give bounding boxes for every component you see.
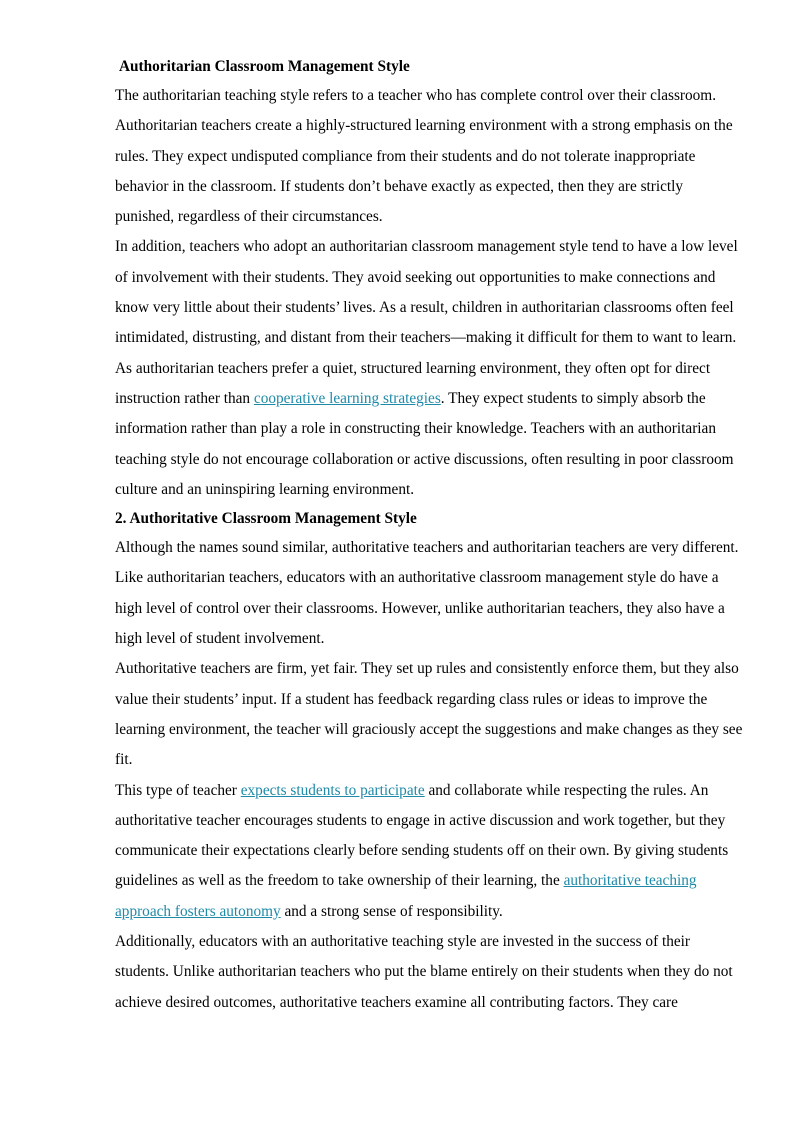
paragraph: Additionally, educators with an authoritative teaching style are invested in the success of their students. Unlike authoritarian teachers who put the blame entirely on their students when they do not achieve desired outcomes, authoritative teachers examine all contributing factors. They care: [115, 933, 733, 1011]
document-page: [115, 53, 745, 1018]
section-heading-authoritarian: Authoritarian Classroom Management Style: [119, 58, 410, 75]
link-cooperative-learning-strategies[interactable]: cooperative learning strategies: [253, 389, 441, 407]
paragraph: The authoritarian teaching style refers to a teacher who has complete control over their classroom. Authoritarian teachers create a highly-structured learning environment with a strong emphasis on the rules. They expect undisputed compliance from their students and do not tolerate inappropriate behavior in the classroom. If students don’t behave exactly as expected, then they are strictly punished, regardless of their circumstances.: [115, 87, 733, 226]
paragraph-text: and collaborate while respecting the rules. An authoritative teacher encourages students to engage in active discussion and work together, but they communicate their expectations clearly before sending students off on their own. By giving students guidelines as well as the freedom to take ownership of their learning, the: [115, 781, 729, 890]
paragraph: In addition, teachers who adopt an authoritarian classroom management style tend to have a low level of involvement with their students. They avoid seeking out opportunities to make connections and know very little about their students’ lives. As a result, children in authoritarian classrooms often feel intimidated, distrusting, and distant from their teachers—making it difficult for them to want to learn.: [115, 238, 738, 347]
paragraph: Authoritative teachers are firm, yet fair. They set up rules and consistently enforce them, but they also value their students’ input. If a student has feedback regarding class rules or ideas to improve the learning environment, the teacher will graciously accept the suggestions and make changes as they see fit.: [115, 660, 743, 769]
section-heading-authoritative: 2. Authoritative Classroom Management Style: [115, 510, 417, 528]
paragraph: Although the names sound similar, authoritative teachers and authoritarian teachers are very different. Like authoritarian teachers, educators with an authoritative classroom management style do have a high level of control over their classrooms. However, unlike authoritarian teachers, they also have a high level of student involvement.: [115, 539, 739, 648]
paragraph-text: As authoritarian teachers prefer a quiet, structured learning environment, they often opt for direct instruction rather than: [115, 359, 711, 407]
paragraph: [115, 354, 745, 505]
paragraph-text: and a strong sense of responsibility.: [280, 902, 503, 920]
paragraph-text: . They expect students to simply absorb the information rather than play a role in constructing their knowledge. Teachers with an authoritarian teaching style do not encourage collaboration or active discussions, often resulting in poor classroom culture and an uninspiring learning environment.: [115, 389, 734, 498]
paragraph-text: This type of teacher: [115, 781, 241, 799]
paragraph: [115, 776, 745, 927]
link-authoritative-teaching-approach[interactable]: authoritative teaching approach fosters autonomy: [115, 872, 697, 920]
link-expects-students-to-participate[interactable]: expects students to participate: [240, 781, 425, 799]
